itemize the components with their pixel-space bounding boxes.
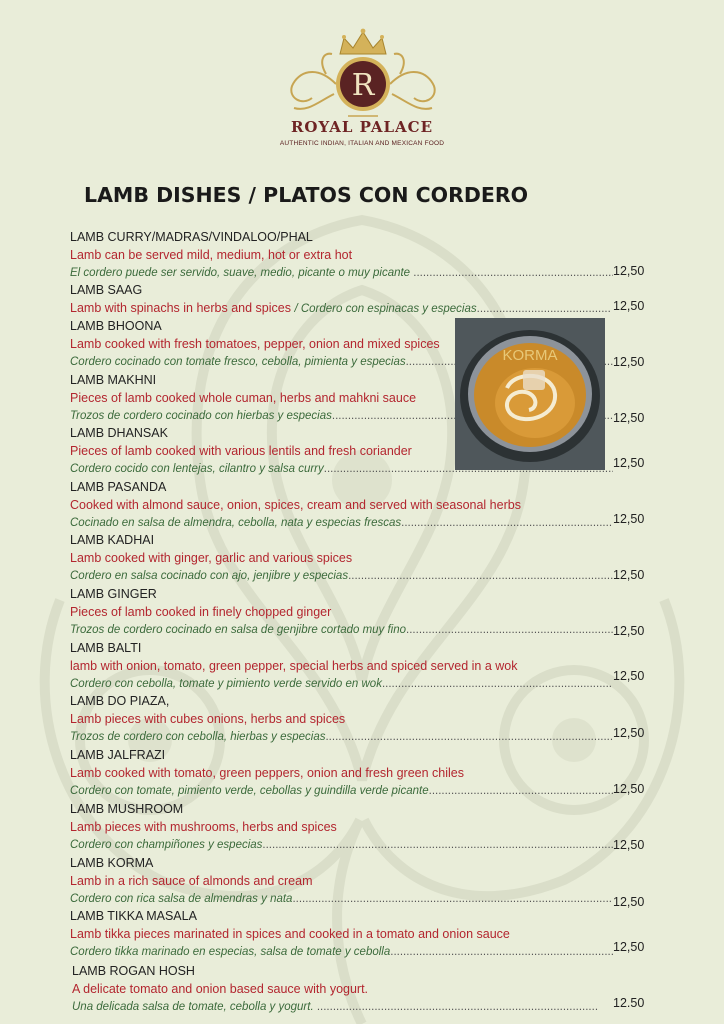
dish-name: LAMB KADHAI bbox=[70, 533, 155, 547]
dish-description bbox=[70, 299, 610, 317]
dish-name: LAMB BALTI bbox=[70, 641, 142, 655]
dish-price: 12,50 bbox=[613, 782, 645, 796]
dish-price: 12,50 bbox=[613, 355, 645, 369]
menu-item bbox=[70, 281, 650, 317]
korma-dish-photo bbox=[455, 318, 605, 470]
dish-description-en: Lamb cooked with tomato, green peppers, onion and fresh green chiles bbox=[70, 766, 464, 780]
dish-description-es: Cordero en salsa cocinado con ajo, jenjibre y especias ..... bbox=[70, 567, 613, 585]
dish-name: LAMB SAAG bbox=[70, 283, 143, 297]
dish-price: 12,50 bbox=[613, 411, 645, 425]
dish-name: LAMB MUSHROOM bbox=[70, 802, 184, 816]
brand-name: ROYAL PALACE bbox=[290, 118, 434, 136]
dish-description-es: Cordero tikka marinado en especias, salsa de tomate y cebolla ..... bbox=[70, 943, 613, 961]
dish-description-en: Lamb with spinachs in herbs and spices bbox=[70, 301, 295, 315]
dish-price: 12,50 bbox=[613, 838, 645, 852]
brand-tagline: AUTHENTIC INDIAN, ITALIAN AND MEXICAN FOOD bbox=[279, 140, 445, 147]
logo-letter: R bbox=[351, 68, 375, 103]
dish-description-es: Cordero cocido con lentejas, cilantro y salsa curry ..... bbox=[70, 460, 613, 478]
dish-name: LAMB CURRY/MADRAS/VINDALOO/PHAL bbox=[70, 230, 313, 244]
dish-description-en: Pieces of lamb cooked in finely chopped ginger bbox=[70, 605, 332, 619]
dish-price: 12,50 bbox=[613, 264, 645, 278]
dish-price: 12,50 bbox=[613, 895, 645, 909]
menu-item bbox=[70, 854, 650, 908]
menu-item bbox=[70, 585, 650, 639]
korma-bowl-image bbox=[455, 318, 605, 470]
dish-description-en: Lamb in a rich sauce of almonds and cream bbox=[70, 874, 313, 888]
dish-price: 12,50 bbox=[613, 669, 645, 683]
menu-item bbox=[70, 692, 650, 746]
dish-price: 12,50 bbox=[613, 299, 645, 313]
dish-name: LAMB PASANDA bbox=[70, 480, 167, 494]
dish-price: 12,50 bbox=[613, 512, 645, 526]
dish-description-en: Lamb pieces with mushrooms, herbs and spices bbox=[70, 820, 337, 834]
dish-description-es: / Cordero con espinacas y especias bbox=[294, 303, 477, 315]
menu-item bbox=[70, 746, 650, 800]
dish-description-en: A delicate tomato and onion based sauce with yogurt. bbox=[72, 982, 369, 996]
menu-item bbox=[70, 639, 650, 693]
dish-description-es: Cordero con tomate, pimiento verde, cebollas y guindilla verde picante ..... bbox=[70, 782, 613, 800]
dish-description-es: Cordero con rica salsa de almendras y nata ..... bbox=[70, 890, 613, 908]
dish-description-en: Lamb cooked with fresh tomatoes, pepper, onion and mixed spices bbox=[70, 337, 440, 351]
dish-name: LAMB JALFRAZI bbox=[70, 748, 166, 762]
dish-name: LAMB KORMA bbox=[70, 856, 154, 870]
dish-price: 12,50 bbox=[613, 456, 645, 470]
menu-item bbox=[70, 800, 650, 854]
menu-item bbox=[70, 228, 650, 282]
dish-description-en: Lamb can be served mild, medium, hot or extra hot bbox=[70, 248, 353, 262]
dish-description-es: Cordero con champiñones y especias ..... bbox=[70, 836, 613, 854]
dish-price: 12.50 bbox=[613, 996, 645, 1010]
dish-name: LAMB DHANSAK bbox=[70, 426, 168, 440]
dish-name: LAMB DO PIAZA, bbox=[70, 694, 170, 708]
menu-item bbox=[70, 907, 650, 961]
dish-description-es: El cordero puede ser servido, suave, medio, picante o muy picante ..... bbox=[70, 264, 613, 282]
dish-name: LAMB TIKKA MASALA bbox=[70, 909, 197, 923]
menu-item bbox=[70, 531, 650, 585]
dish-name: LAMB ROGAN HOSH bbox=[72, 964, 195, 978]
dish-description-en: Cooked with almond sauce, onion, spices, cream and served with seasonal herbs bbox=[70, 498, 521, 512]
dish-description-es: Cordero con cebolla, tomate y pimiento verde servido en wok ..... bbox=[70, 675, 613, 693]
dish-description-es: Trozos de cordero con cebolla, hierbas y especias ..... bbox=[70, 728, 613, 746]
dish-description-en: lamb with onion, tomato, green pepper, special herbs and spiced served in a wok bbox=[70, 659, 518, 673]
dish-description-en: Lamb tikka pieces marinated in spices and cooked in a tomato and onion sauce bbox=[70, 927, 510, 941]
dish-description-es: Cocinado en salsa de almendra, cebolla, nata y especias frescas ..... bbox=[70, 514, 613, 532]
crown-icon bbox=[340, 29, 386, 54]
dish-price: 12,50 bbox=[613, 568, 645, 582]
dish-name: LAMB GINGER bbox=[70, 587, 157, 601]
dish-description-en: Pieces of lamb cooked whole cuman, herbs and mahkni sauce bbox=[70, 391, 417, 405]
page-title: LAMB DISHES / PLATOS CON CORDERO bbox=[84, 183, 529, 207]
dish-price: 12,50 bbox=[613, 726, 645, 740]
dish-description-es: Trozos de cordero cocinado con hierbas y especias ..... bbox=[70, 407, 613, 425]
dish-description-es: Cordero cocinado con tomate fresco, cebolla, pimienta y especias ..... bbox=[70, 353, 613, 371]
menu-item bbox=[70, 478, 650, 532]
dish-price: 12,50 bbox=[613, 624, 645, 638]
dish-description-es: Una delicada salsa de tomate, cebolla y yogurt. ..... bbox=[72, 998, 598, 1016]
dish-name: LAMB MAKHNI bbox=[70, 373, 157, 387]
menu-item bbox=[72, 962, 652, 1016]
dish-description-en: Lamb pieces with cubes onions, herbs and spices bbox=[70, 712, 346, 726]
dish-description-es: Trozos de cordero cocinado en salsa de genjibre cortado muy fino ..... bbox=[70, 621, 613, 639]
dish-description-en: Pieces of lamb cooked with various lentils and fresh coriander bbox=[70, 444, 412, 458]
dish-description-en: Lamb cooked with ginger, garlic and various spices bbox=[70, 551, 353, 565]
dish-name: LAMB BHOONA bbox=[70, 319, 162, 333]
photo-label: KORMA bbox=[502, 347, 558, 364]
dish-price: 12,50 bbox=[613, 940, 645, 954]
